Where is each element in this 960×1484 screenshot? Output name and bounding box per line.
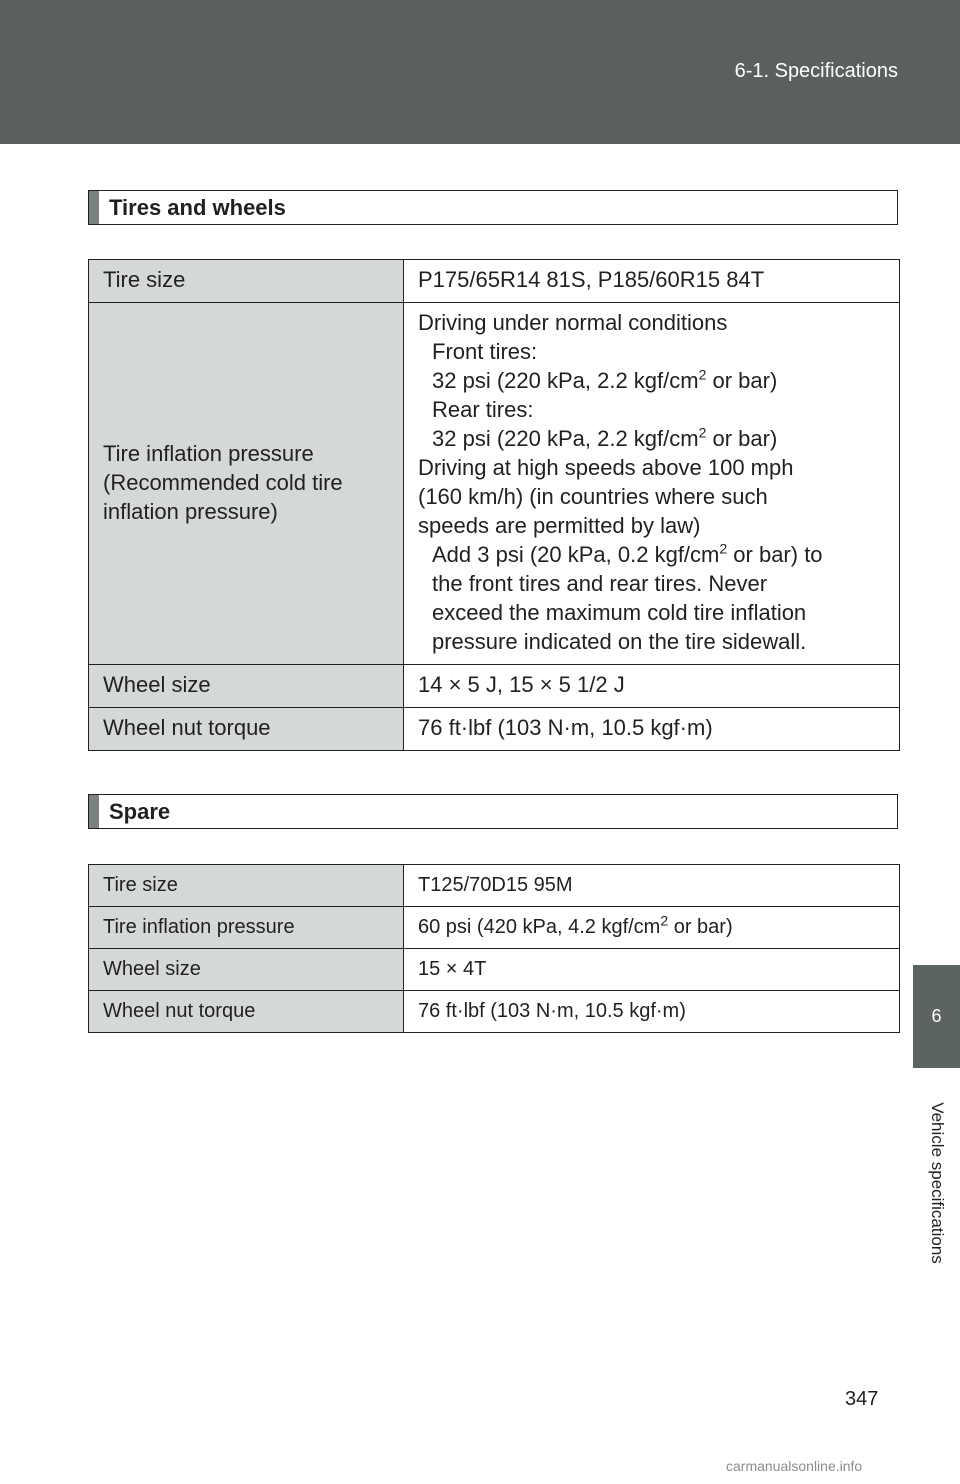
superscript: 2 <box>660 912 669 929</box>
spare-pressure-text: 60 psi (420 kPa, 4.2 kgf/cm <box>418 916 661 938</box>
spare-pressure-value <box>404 907 900 949</box>
add-pressure-line: the front tires and rear tires. Never <box>432 571 768 596</box>
front-label: Front tires: <box>432 339 538 364</box>
heading-marker <box>89 795 99 828</box>
spare-tire-size-value: T125/70D15 95M <box>404 865 900 907</box>
rear-label: Rear tires: <box>432 397 534 422</box>
spare-torque-value: 76 ft·lbf (103 N·m, 10.5 kgf·m) <box>404 991 900 1033</box>
table-row <box>89 991 900 1033</box>
rear-value-text: or bar) <box>706 426 778 451</box>
pressure-label-line: inflation pressure) <box>103 498 278 524</box>
rear-value-text: 32 psi (220 kPa, 2.2 kgf/cm <box>432 426 699 451</box>
superscript: 2 <box>698 424 707 441</box>
torque-value: 76 ft·lbf (103 N·m, 10.5 kgf·m) <box>404 708 900 751</box>
rear-value <box>418 424 887 453</box>
tires-spec-table <box>88 259 900 751</box>
table-row <box>89 907 900 949</box>
table-row <box>89 949 900 991</box>
pressure-label-line: Tire inflation pressure <box>103 440 314 466</box>
pressure-value <box>404 303 900 665</box>
tires-section-heading <box>88 190 898 225</box>
heading-marker <box>89 191 99 224</box>
table-row <box>89 665 900 708</box>
add-text: Add 3 psi (20 kPa, 0.2 kgf/cm <box>432 542 720 567</box>
table-row <box>89 303 900 665</box>
table-row <box>89 708 900 751</box>
add-pressure-line: exceed the maximum cold tire inflation <box>432 600 807 625</box>
spare-torque-label: Wheel nut torque <box>89 991 404 1033</box>
page-number: 347 <box>845 1388 879 1410</box>
add-pressure-line <box>418 540 887 569</box>
spare-wheel-size-label: Wheel size <box>89 949 404 991</box>
spare-wheel-size-value: 15 × 4T <box>404 949 900 991</box>
table-row <box>89 260 900 303</box>
chapter-label-text: Vehicle specifications <box>927 1102 947 1264</box>
torque-label: Wheel nut torque <box>89 708 404 751</box>
spare-heading-text: Spare <box>109 798 171 824</box>
pressure-label-line: (Recommended cold tire <box>103 469 343 495</box>
spare-pressure-label: Tire inflation pressure <box>89 907 404 949</box>
spare-spec-table <box>88 864 900 1033</box>
add-pressure-line: pressure indicated on the tire sidewall. <box>432 629 807 654</box>
high-speed-line: (160 km/h) (in countries where such <box>418 484 768 509</box>
page-header <box>0 0 960 144</box>
tire-size-label: Tire size <box>89 260 404 303</box>
superscript: 2 <box>698 366 707 383</box>
high-speed-line: Driving at high speeds above 100 mph <box>418 455 794 480</box>
chapter-label <box>913 1068 960 1298</box>
high-speed-line: speeds are permitted by law) <box>418 513 701 538</box>
wheel-size-value: 14 × 5 J, 15 × 5 1/2 J <box>404 665 900 708</box>
spare-pressure-text: or bar) <box>668 916 733 938</box>
front-value-text: or bar) <box>706 368 778 393</box>
section-title: 6-1. Specifications <box>734 60 898 82</box>
front-value <box>418 366 887 395</box>
table-row <box>89 865 900 907</box>
tires-heading-text: Tires and wheels <box>109 194 286 220</box>
watermark: carmanualsonline.info <box>726 1458 863 1474</box>
spare-tire-size-label: Tire size <box>89 865 404 907</box>
wheel-size-label: Wheel size <box>89 665 404 708</box>
front-value-text: 32 psi (220 kPa, 2.2 kgf/cm <box>432 368 699 393</box>
spare-section-heading <box>88 794 898 829</box>
chapter-tab <box>913 965 960 1068</box>
tire-size-value: P175/65R14 81S, P185/60R15 84T <box>404 260 900 303</box>
pressure-label <box>89 303 404 665</box>
add-text: or bar) to <box>727 542 823 567</box>
chapter-number: 6 <box>931 1006 942 1026</box>
normal-heading: Driving under normal conditions <box>418 310 728 335</box>
superscript: 2 <box>719 540 728 557</box>
